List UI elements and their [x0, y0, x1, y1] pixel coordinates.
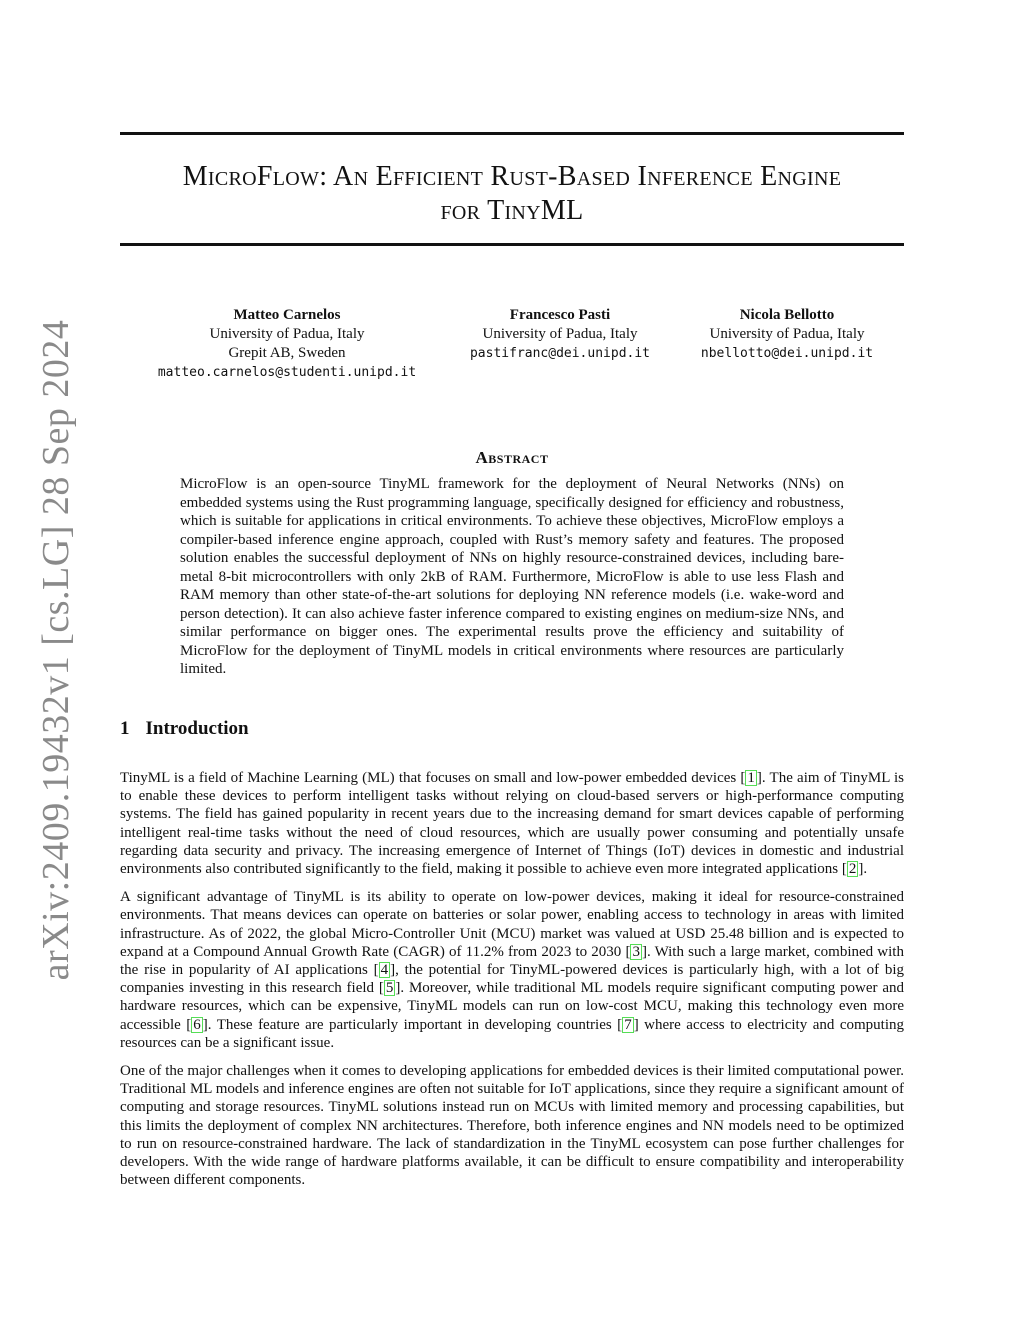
section-number: 1 — [120, 718, 130, 739]
author-affiliation: University of Padua, Italy — [482, 326, 638, 342]
author-email[interactable]: matteo.carnelos@studenti.unipd.it — [157, 365, 417, 380]
paragraph-text: ]. — [858, 861, 868, 878]
author-affiliation: Grepit AB, Sweden — [228, 345, 346, 361]
author-block — [120, 306, 904, 386]
author-1 — [120, 306, 454, 382]
citation-link[interactable]: 6 — [193, 1016, 201, 1033]
arxiv-identifier-stamp: arXiv:2409.19432v1 [cs.LG] 28 Sep 2024 — [35, 319, 77, 981]
citation-link[interactable]: 3 — [632, 943, 640, 960]
paragraph-2 — [120, 888, 904, 1052]
citation-link[interactable]: 7 — [624, 1016, 632, 1033]
author-affiliation: University of Padua, Italy — [709, 326, 865, 342]
paper-title-line-1: MicroFlow: An Efficient Rust-Based Inference Engine — [182, 161, 842, 192]
paragraph-text: ]. Moreover, while traditional ML models require significant computing power and hardware resources, which can be expensive, TinyML models can run on low-cost MCU, making this technology even more accessible [ — [120, 980, 904, 1033]
paragraph-text: ]. With such a large market, combined with the rise in popularity of AI applications [ — [120, 943, 904, 979]
author-2 — [450, 306, 670, 363]
paragraph-3: One of the major challenges when it comes to developing applications for embedded devices is their limited computational power. Traditional ML models and inference engines are often not suitable for IoT applications, since they require a significant amount of computing and storage resources. TinyML solutions instead run on MCUs with limited memory and processing capabilities, but this limits the deployment of complex NN architectures. Therefore, both inference engines and NN models need to be optimized to run on resource-constrained hardware. The lack of standardization in the TinyML ecosystem can pose further challenges for developers. With the wide range of hardware platforms available, it can be difficult to ensure compatibility and interoperability between different components. — [120, 1063, 904, 1189]
author-3 — [680, 306, 894, 363]
section-title: Introduction — [145, 718, 249, 739]
paper-title-line-2: for TinyML — [440, 195, 584, 226]
paragraph-text: ]. These feature are particularly important in developing countries [ — [202, 1016, 623, 1033]
abstract-text: MicroFlow is an open-source TinyML framework for the deployment of Neural Networks (NNs) on embedded systems using the Rust programming language, specifically designed for efficiency and robustness, which is suitable for applications in critical environments. To achieve these objectives, MicroFlow employs a compiler-based inference engine approach, coupled with Rust’s memory safety and features. The proposed solution enables the successful deployment of NNs on highly resource-constrained devices, including bare-metal 8-bit microcontrollers with only 2kB of RAM. Furthermore, MicroFlow is able to use less Flash and RAM memory than other state-of-the-art solutions for deploying NN reference models (i.e. wake-word and person detection). It can also achieve faster inference compared to existing engines on medium-size NNs, and similar performance on bigger ones. The experimental results prove the efficiency and suitability of MicroFlow for the deployment of TinyML models in critical environments where resources are particularly limited. — [180, 476, 844, 677]
author-email[interactable]: nbellotto@dei.unipd.it — [700, 346, 874, 361]
author-name: Nicola Bellotto — [739, 307, 835, 323]
section-heading-introduction — [120, 718, 249, 740]
citation-link[interactable]: 2 — [848, 861, 857, 878]
title-top-rule — [120, 132, 904, 135]
citation-link[interactable]: 1 — [747, 770, 755, 786]
citation-link[interactable]: 4 — [380, 962, 389, 979]
author-email[interactable]: pastifranc@dei.unipd.it — [469, 346, 650, 361]
author-name: Matteo Carnelos — [233, 307, 341, 323]
author-name: Francesco Pasti — [509, 307, 611, 323]
paragraph-text: ] where access to electricity and computing resources can be a significant issue. — [120, 1016, 905, 1051]
paragraph-1 — [120, 769, 904, 878]
paper-title — [120, 160, 904, 228]
paragraph-text: A significant advantage of TinyML is its ability to operate on low-power devices, making it ideal for resource-constrained environments. That means devices can operate on batteries or solar power, enabling access to technology in areas with limited infrastructure. As of 2022, the global Micro-Controller Unit (MCU) market was valued at USD 25.48 billion and is expected to expand at a Compound Annual Growth Rate (CAGR) of 11.2% from 2023 to 2030 [ — [120, 889, 904, 960]
paragraph-text: ]. The aim of TinyML is to enable these devices to perform intelligent tasks without relying on cloud-based servers or high-performance computing systems. The field has gained popularity in recent years due to the increasing demand for smart devices capable of performing intelligent real-time tasks without the need of cloud resources, which are usually power consuming and potentially unsafe regarding data security and privacy. The increasing emergence of Internet of Things (IoT) devices in domestic and industrial environments also contributed significantly to the field, making it possible to achieve even more integrated applications [ — [120, 770, 905, 878]
introduction-body — [120, 769, 904, 1199]
paragraph-text: TinyML is a field of Machine Learning (ML) that focuses on small and low-power embedded devices [ — [120, 770, 746, 786]
paragraph-text: ], the potential for TinyML-powered devices is particularly high, with a lot of big companies investing in this research field [ — [120, 962, 904, 997]
citation-link[interactable]: 5 — [385, 980, 394, 997]
author-affiliation: University of Padua, Italy — [209, 326, 365, 342]
abstract-heading: Abstract — [475, 448, 549, 467]
title-bottom-rule — [120, 243, 904, 246]
